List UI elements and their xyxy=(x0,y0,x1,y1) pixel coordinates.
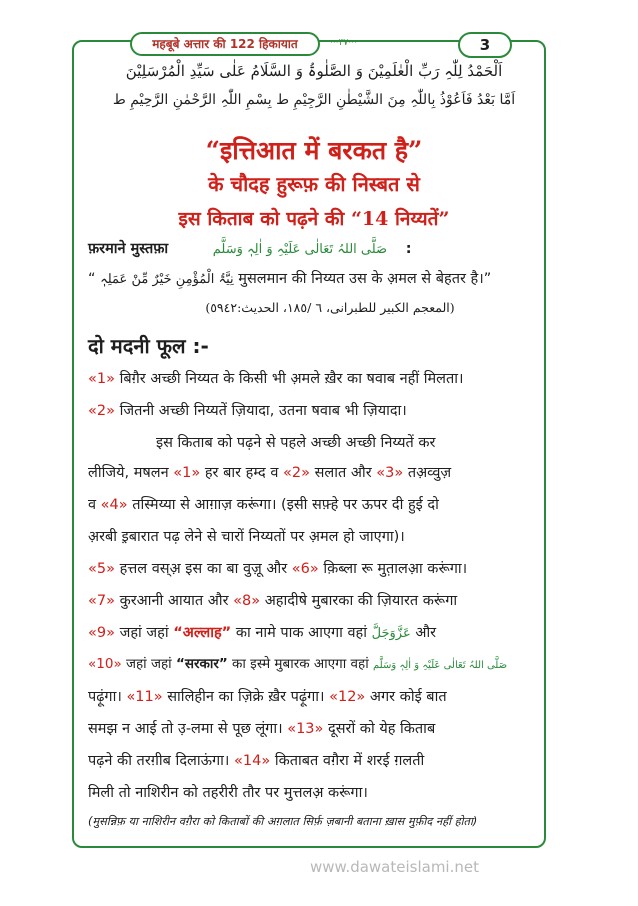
body-text: व xyxy=(88,497,97,513)
niyyat-number: «12» xyxy=(329,689,366,705)
publisher-note: (मुसन्निफ़ या नाशिरीन वग़ैरा को किताबों की अग़लात सिर्फ़ ज़बानी बताना ख़ास मुफ़ीद नहीं होता) xyxy=(88,815,478,828)
body-text: का नामे पाक आएगा वहां xyxy=(235,625,368,641)
niyyat-number: «3» xyxy=(376,465,404,481)
hadith-hindi: मुसलमान की निय्यत उस के अ़मल से बेहतर है।” xyxy=(238,271,492,287)
body-text: सलात और xyxy=(314,465,372,481)
niyyat-number: «6» xyxy=(291,561,319,577)
allah-word: “अल्लाह” xyxy=(173,625,232,641)
body-line-3 xyxy=(88,494,540,514)
body-text: पढ़ने की तरग़ीब दिलाऊंगा। xyxy=(88,753,230,769)
title-line-1: “इत्तिआत में बरकत है” xyxy=(205,136,423,165)
body-text: समझ न आई तो उ़-लमा से पूछ लूंगा। xyxy=(88,721,283,737)
hadith-arabic: نِیَّۃُ الْمُؤْمِنِ خَیْرٌ مِّنْ عَمَلِہٖ xyxy=(100,272,234,287)
niyyat-number: «1» xyxy=(173,465,201,481)
bismillah-line-2: اَمَّا بَعْدُ فَاَعُوْذُ بِاللّٰہِ مِنَ الشَّیْطٰنِ الرَّجِیْمِ ط بِسْمِ اللّٰہِ الرَّحْمٰنِ الرَّحِیْمِ ط xyxy=(112,92,516,108)
body-line-9 xyxy=(88,686,540,706)
body-line-8 xyxy=(88,654,540,672)
body-text: जहां जहां xyxy=(119,625,169,641)
bismillah-line-1: اَلْحَمْدُ لِلّٰہِ رَبِّ الْعٰلَمِیْنَ وَ الصَّلٰوۃُ وَ السَّلَامُ عَلٰی سَیِّدِ الْمُرْسَلِیْنَ xyxy=(125,62,503,80)
salutation-arabic: صَلَّی اللہُ تَعَالٰی عَلَیْہِ وَ اٰلِہٖ وَسَلَّم xyxy=(212,242,388,257)
title-line-2: के चौदह हुरूफ़ की निस्बत से xyxy=(208,172,420,196)
niyyat-number: «4» xyxy=(100,497,128,513)
body-text: जहां जहां xyxy=(126,656,172,672)
body-line-5 xyxy=(88,558,540,578)
niyyat-number: «9» xyxy=(88,625,115,641)
niyyat-number: «10» xyxy=(88,656,122,672)
niyyat-number: «8» xyxy=(233,593,261,609)
body-text: हर बार हम्द व xyxy=(204,465,279,481)
body-line-1: इस किताब को पढ़ने से पहले अच्छी अच्छी निय्यतें कर xyxy=(156,435,436,451)
phool-1-number: «1» xyxy=(88,371,115,387)
hadith-open-quote: “ xyxy=(88,271,96,287)
hadith-intro xyxy=(88,238,540,258)
madani-phool-1 xyxy=(88,368,540,388)
niyyat-number: «2» xyxy=(283,465,310,481)
body-text: दूसरों को येह किताब xyxy=(328,721,436,737)
salla-arabic: صَلَّی اللہُ تَعَالٰی عَلَیْہِ وَ اٰلِہٖ وَسَلَّم xyxy=(373,660,508,671)
azza-wajal-arabic: عَزَّوَجَلَّ xyxy=(371,626,411,641)
body-line-7 xyxy=(88,622,540,642)
body-text: तअ़व्वुज़ xyxy=(407,465,452,481)
body-text: अहादीषे मुबारका की ज़ियारत करूंगा xyxy=(264,593,458,609)
niyyat-number: «5» xyxy=(88,561,115,577)
madani-heading: दो मदनी फूल :- xyxy=(88,334,209,358)
footer-url: www.dawateislami.net xyxy=(310,858,479,876)
body-line-10 xyxy=(88,718,540,738)
hadith-reference: (المعجم الكبير للطبرانی، ٦ /١٨٥، الحدیث:٥٩٤٢) xyxy=(205,300,455,315)
body-text: और xyxy=(415,625,437,641)
phool-2-text: जितनी अच्छी निय्यतें ज़ियादा, उतना षवाब भी ज़ियादा। xyxy=(119,403,407,419)
body-text: का इस्मे मुबारक आएगा वहां xyxy=(232,656,369,672)
book-title-label: महबूबे अत्तार की 122 हिकायात xyxy=(130,32,320,56)
niyyat-number: «11» xyxy=(126,689,163,705)
page-number: 3 xyxy=(458,32,512,58)
body-line-11 xyxy=(88,750,540,770)
body-text: तस्मिय्या से आग़ाज़ करूंगा। (इसी सफ़्हे पर ऊपर दी हुई दो xyxy=(132,497,439,513)
phool-2-number: «2» xyxy=(88,403,115,419)
phool-1-text: बिग़ैर अच्छी निय्यत के किसी भी अ़मले ख़ैर का षवाब नहीं मिलता। xyxy=(119,371,464,387)
niyyat-number: «7» xyxy=(88,593,115,609)
body-line-2 xyxy=(88,462,540,482)
header-ornament: ···٣٧··· xyxy=(330,38,357,48)
body-line-6 xyxy=(88,590,540,610)
farmane-label: फ़रमाने मुस्तफ़ा xyxy=(88,241,169,257)
body-text: किताबत वग़ैरा में शरई ग़लती xyxy=(274,753,425,769)
body-line-12: मिली तो नाशिरीन को तहरीरी तौर पर मुत्तलअ़ करूंगा। xyxy=(88,785,368,801)
hadith-colon: : xyxy=(405,241,412,257)
body-line-4: अ़रबी इ़बारात पढ़ लेने से चारों निय्यतों पर अ़मल हो जाएगा)। xyxy=(88,529,405,545)
body-text: लीजिये, मषलन xyxy=(88,465,169,481)
body-text: अगर कोई बात xyxy=(369,689,447,705)
body-text: हत्तल वस्अ़ इस का बा वुज़ू और xyxy=(119,561,288,577)
hadith-text xyxy=(88,268,540,288)
body-text: सालिहीन का ज़िक्रे ख़ैर पढ़ूंगा। xyxy=(167,689,325,705)
madani-phool-2 xyxy=(88,400,540,420)
body-text: कुरआनी आयात और xyxy=(119,593,229,609)
sarkar-word: “सरकार” xyxy=(175,656,228,672)
niyyat-number: «13» xyxy=(287,721,324,737)
body-text: क़िब्ला रू मुत़ालआ़ करूंगा। xyxy=(323,561,468,577)
body-text: पढ़ूंगा। xyxy=(88,689,122,705)
title-line-3: इस किताब को पढ़ने की “14 निय्यतें” xyxy=(178,208,450,230)
niyyat-number: «14» xyxy=(234,753,271,769)
